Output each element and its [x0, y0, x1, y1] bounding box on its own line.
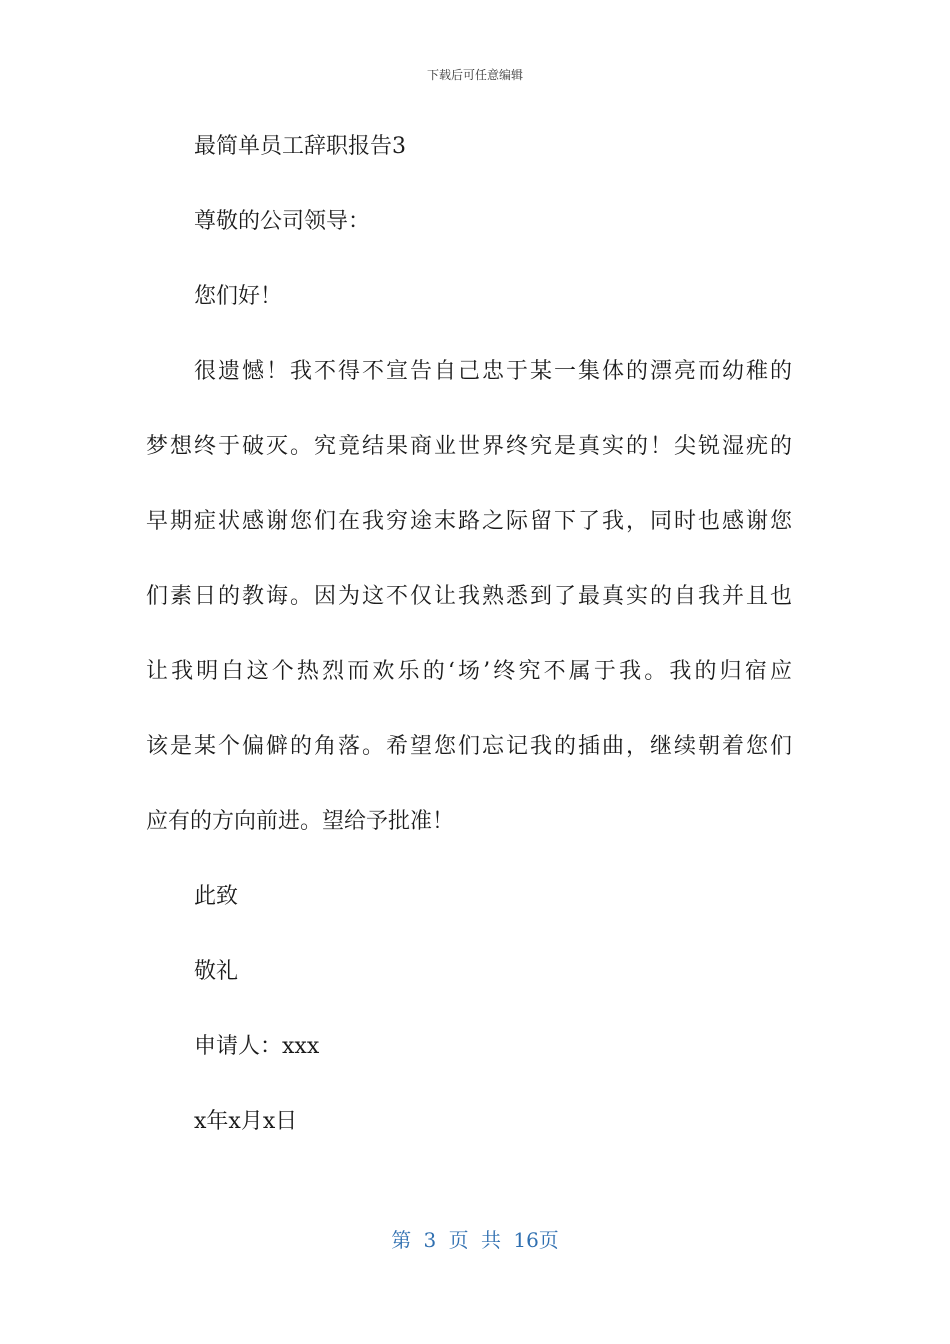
header-note: 下载后可任意编辑: [426, 68, 523, 82]
body-line: 很遗憾！我不得不宣告自己忠于某一集体的漂亮而幼稚的: [194, 359, 792, 384]
salutation: 尊敬的公司领导：: [194, 209, 371, 234]
applicant-line: 申请人：xxx: [194, 1034, 320, 1059]
greeting: 您们好！: [194, 284, 283, 309]
body-line: 应有的方向前进。望给予批准！: [146, 809, 455, 834]
closing-jing-li: 敬礼: [194, 959, 239, 984]
body-line: 让我明白这个热烈而欢乐的‘场’终究不属于我。我的归宿应: [146, 659, 792, 684]
body-line: 早期症状感谢您们在我穷途末路之际留下了我，同时也感谢您: [146, 509, 792, 534]
document-body: [146, 128, 792, 1140]
document-title: 最简单员工辞职报告3: [194, 134, 406, 159]
body-line: 梦想终于破灭。究竟结果商业世界终究是真实的！尖锐湿疣的: [146, 434, 792, 459]
date-line: x年x月x日: [194, 1109, 298, 1134]
page-number-footer: 第 3 页 共 16页: [391, 1228, 559, 1252]
body-line: 该是某个偏僻的角落。希望您们忘记我的插曲，继续朝着您们: [146, 734, 792, 759]
body-paragraph: [146, 334, 792, 859]
closing-ci-zhi: 此致: [194, 884, 239, 909]
body-line: 们素日的教诲。因为这不仅让我熟悉到了最真实的自我并且也: [146, 584, 792, 609]
